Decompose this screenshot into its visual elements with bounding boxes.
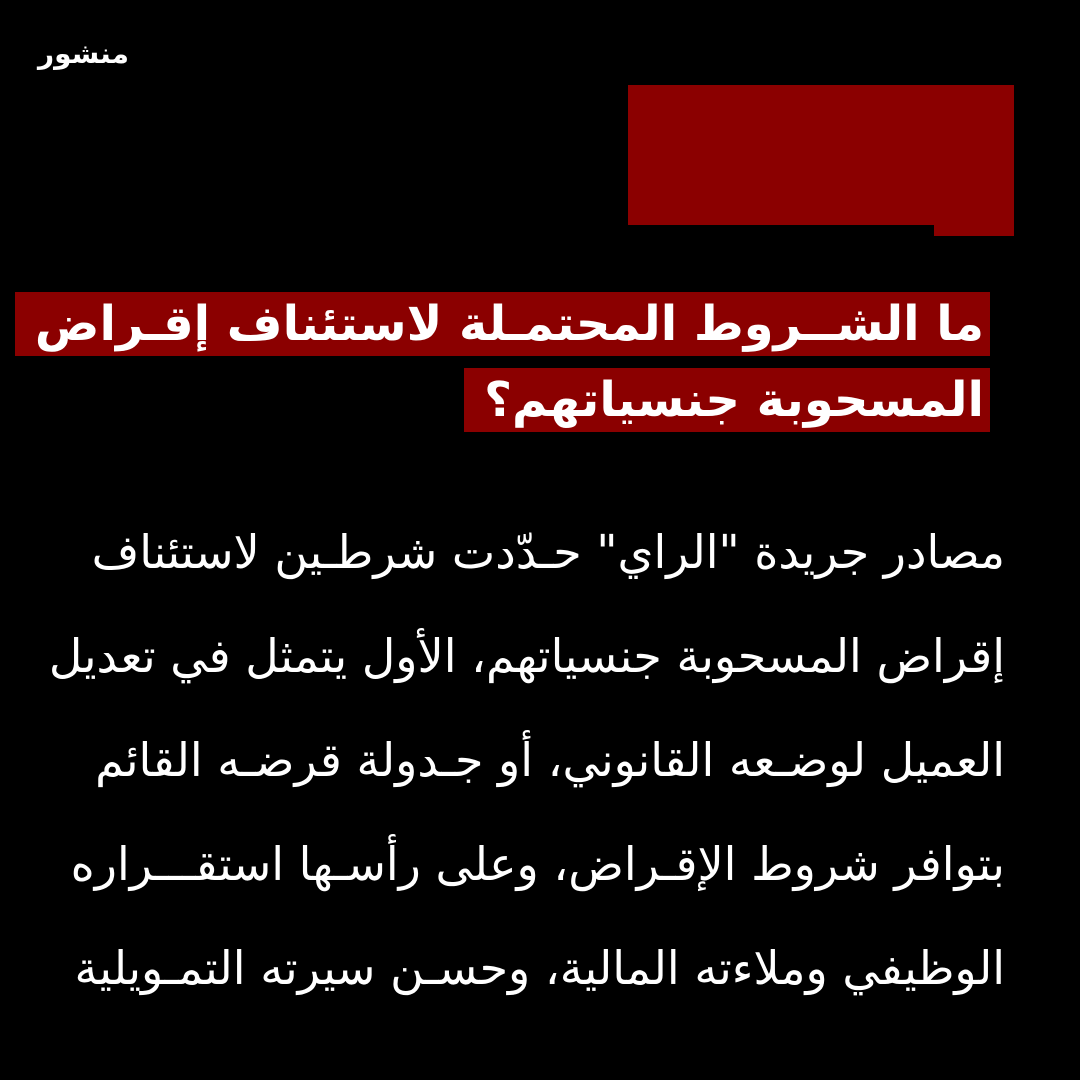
body-line-4: بتوافر شروط الإقـراض، وعلى رأسـها استقـــراره [70,837,1005,891]
body-line-5: الوظيفي وملاءته المالية، وحسـن سيرته التمـويلية [74,941,1005,995]
red-accent-tab [934,222,1014,236]
body-text [45,500,1005,1020]
red-accent-block [628,85,1014,225]
body-line-2: إقراض المسحوبة جنسياتهم، الأول يتمثل في تعديل [48,629,1005,683]
brand-logo: منشور [38,37,129,70]
headline-row-2 [90,368,990,444]
headline [34,292,990,444]
headline-line-2: المسحوبة جنسياتهم؟ [464,368,990,432]
headline-row-1 [34,292,990,368]
body-line-1: مصادر جريدة "الراي" حـدّدت شرطـين لاستئناف [91,525,1005,579]
body-line-3: العميل لوضـعه القانوني، أو جـدولة قرضـه القائم [95,733,1005,787]
headline-line-1: ما الشــروط المحتمـلة لاستئناف إقـراض [15,292,990,356]
